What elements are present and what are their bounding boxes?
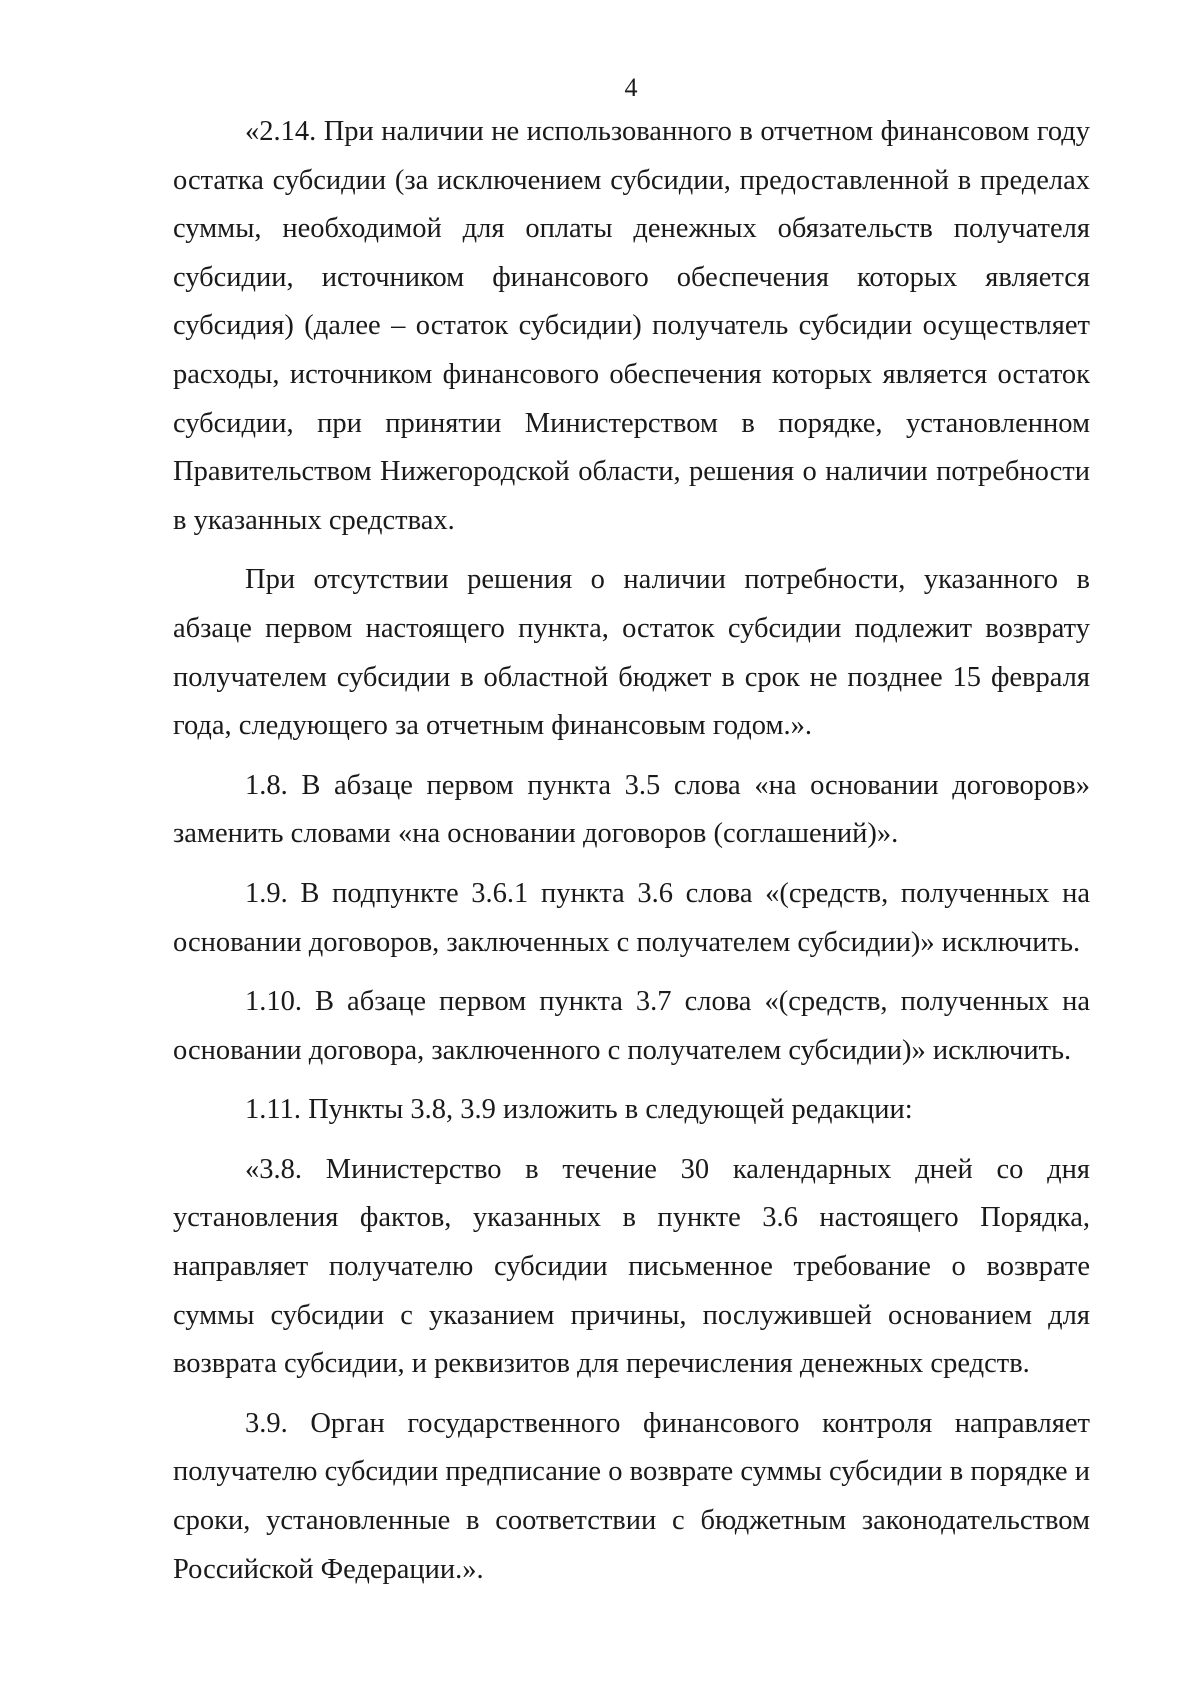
paragraph-1-9: 1.9. В подпункте 3.6.1 пункта 3.6 слова «(средств, полученных на основании договоров, заключенных с получателем субсидии)» исключить. — [173, 877, 1090, 958]
paragraph-1-10: 1.10. В абзаце первом пункта 3.7 слова «(средств, полученных на основании договора, заключенного с получателем субсидии)» исключить. — [173, 986, 1090, 1066]
paragraph-1-8: 1.8. В абзаце первом пункта 3.5 слова «на основании договоров» заменить словами «на основании договоров (соглашений)». — [173, 769, 1090, 850]
paragraph-absence-of-decision: При отсутствии решения о наличии потребности, указанного в абзаце первом настоящего пункта, остаток субсидии подлежит возврату получателем субсидии в областной бюджет в срок не позднее 15 февраля года, следующего за отчетным финансовым годом.». — [173, 564, 1090, 742]
paragraph-1-11: 1.11. Пункты 3.8, 3.9 изложить в следующей редакции: — [245, 1094, 913, 1126]
document-body — [173, 108, 1090, 1605]
paragraph-2-14: «2.14. При наличии не использованного в отчетном финансовом году остатка субсидии (за исключением субсидии, предоставленной в пределах суммы, необходимой для оплаты денежных обязательств получателя субсидии, источником финансового обеспечения которых является субсидия) (далее – остаток субсидии) получатель субсидии осуществляет расходы, источником финансового обеспечения которых является остаток субсидии, при принятии Министерством в порядке, установленном Правительством Нижегородской области, решения о наличии потребности в указанных средствах. — [173, 116, 1090, 536]
paragraph-3-8: «3.8. Министерство в течение 30 календарных дней со дня установления фактов, указанных в пункте 3.6 настоящего Порядка, направляет получателю субсидии письменное требование о возврате суммы субсидии с указанием причины, послужившей основанием для возврата субсидии, и реквизитов для перечисления денежных средств. — [173, 1153, 1090, 1380]
paragraph-3-9: 3.9. Орган государственного финансового контроля направляет получателю субсидии предписание о возврате суммы субсидии в порядке и сроки, установленные в соответствии с бюджетным законодательством Российской Федерации.». — [173, 1407, 1090, 1585]
page-number: 4 — [624, 73, 638, 102]
